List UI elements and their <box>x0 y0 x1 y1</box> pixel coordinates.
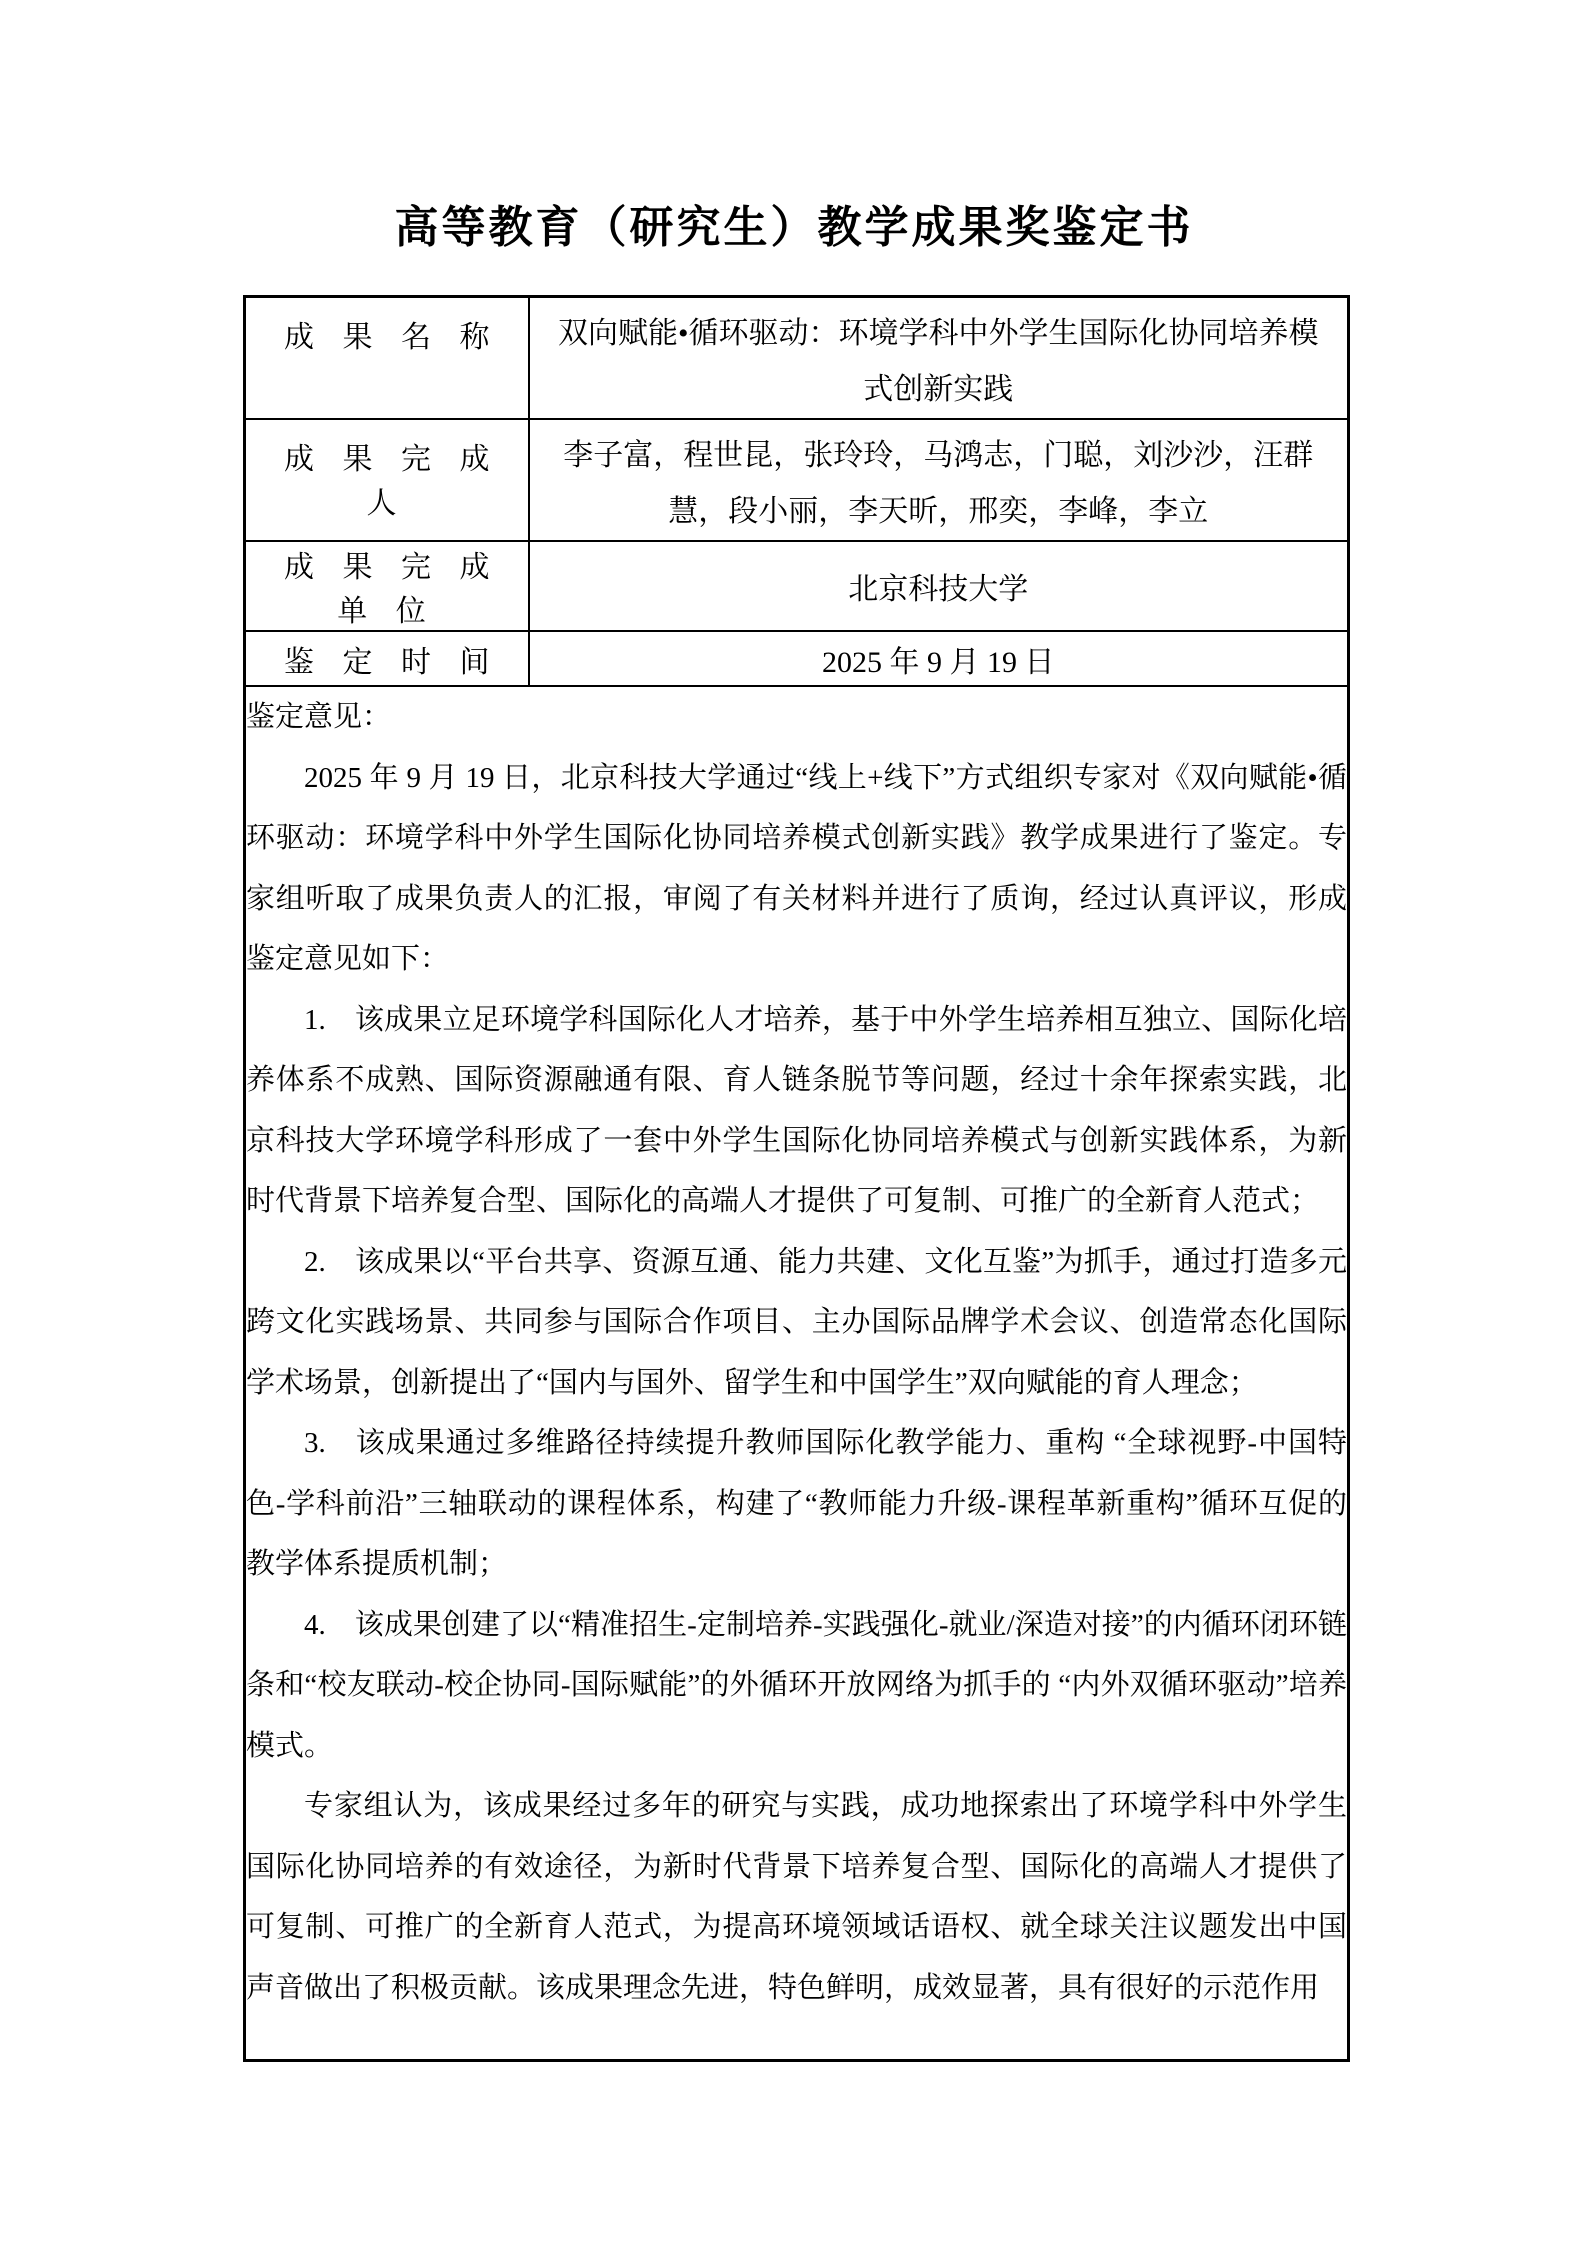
opinion-heading: 鉴定意见： <box>246 701 392 733</box>
opinion-paragraph: 3. 该成果通过多维路径持续提升教师国际化教学能力、重构 “全球视野-中国特色-学科前沿”三轴联动的课程体系，构建了“教师能力升级-课程革新重构”循环互促的教学体系提质机制； <box>246 1427 1347 1580</box>
table-row-appraisal-opinion <box>245 686 1349 2061</box>
value-completing-institution: 北京科技大学 <box>529 541 1349 631</box>
table-row-achievement-completers <box>245 419 1349 541</box>
opinion-paragraph: 专家组认为，该成果经过多年的研究与实践，成功地探索出了环境学科中外学生国际化协同培养的有效途径，为新时代背景下培养复合型、国际化的高端人才提供了可复制、可推广的全新育人范式，为提高环境领域话语权、就全球关注议题发出中国声音做出了积极贡献。该成果理念先进，特色鲜明，成效显著，具有很好的示范作用 <box>246 1790 1347 2004</box>
opinion-paragraph: 2025 年 9 月 19 日，北京科技大学通过“线上+线下”方式组织专家对《双向赋能•循环驱动：环境学科中外学生国际化协同培养模式创新实践》教学成果进行了鉴定。专家组听取了成果负责人的汇报，审阅了有关材料并进行了质询，经过认真评议，形成鉴定意见如下： <box>246 761 1347 975</box>
document-title: 高等教育（研究生）教学成果奖鉴定书 <box>394 203 1194 252</box>
opinion-paragraph: 2. 该成果以“平台共享、资源互通、能力共建、文化互鉴”为抓手，通过打造多元跨文化实践场景、共同参与国际合作项目、主办国际品牌学术会议、创造常态化国际学术场景，创新提出了“国内与国外、留学生和中国学生”双向赋能的育人理念； <box>246 1245 1347 1399</box>
label-appraisal-date: 鉴 定 时 间 <box>245 631 529 686</box>
opinion-cell <box>245 686 1349 2061</box>
value-appraisal-date: 2025 年 9 月 19 日 <box>529 631 1349 686</box>
opinion-paragraph: 4. 该成果创建了以“精准招生-定制培养-实践强化-就业/深造对接”的内循环闭环链条和“校友联动-校企协同-国际赋能”的外循环开放网络为抓手的 “内外双循环驱动”培养模式。 <box>246 1608 1347 1762</box>
table-row-appraisal-date <box>245 631 1349 686</box>
table-row-completing-institution <box>245 541 1349 631</box>
label-completing-institution: 成 果 完 成 单 位 <box>245 541 529 631</box>
opinion-paragraph: 1. 该成果立足环境学科国际化人才培养，基于中外学生培养相互独立、国际化培养体系不成熟、国际资源融通有限、育人链条脱节等问题，经过十余年探索实践，北京科技大学环境学科形成了一套中外学生国际化协同培养模式与创新实践体系，为新时代背景下培养复合型、国际化的高端人才提供了可复制、可推广的全新育人范式； <box>246 1003 1347 1217</box>
label-achievement-completers: 成 果 完 成 人 <box>245 419 529 541</box>
appraisal-info-table <box>243 295 1350 2062</box>
value-achievement-name: 双向赋能•循环驱动：环境学科中外学生国际化协同培养模式创新实践 <box>529 297 1349 420</box>
table-row-achievement-name <box>245 297 1349 420</box>
value-achievement-completers: 李子富，程世昆，张玲玲，马鸿志，门聪，刘沙沙，汪群慧，段小丽，李天昕，邢奕，李峰，李立 <box>529 419 1349 541</box>
label-achievement-name: 成 果 名 称 <box>245 297 529 420</box>
